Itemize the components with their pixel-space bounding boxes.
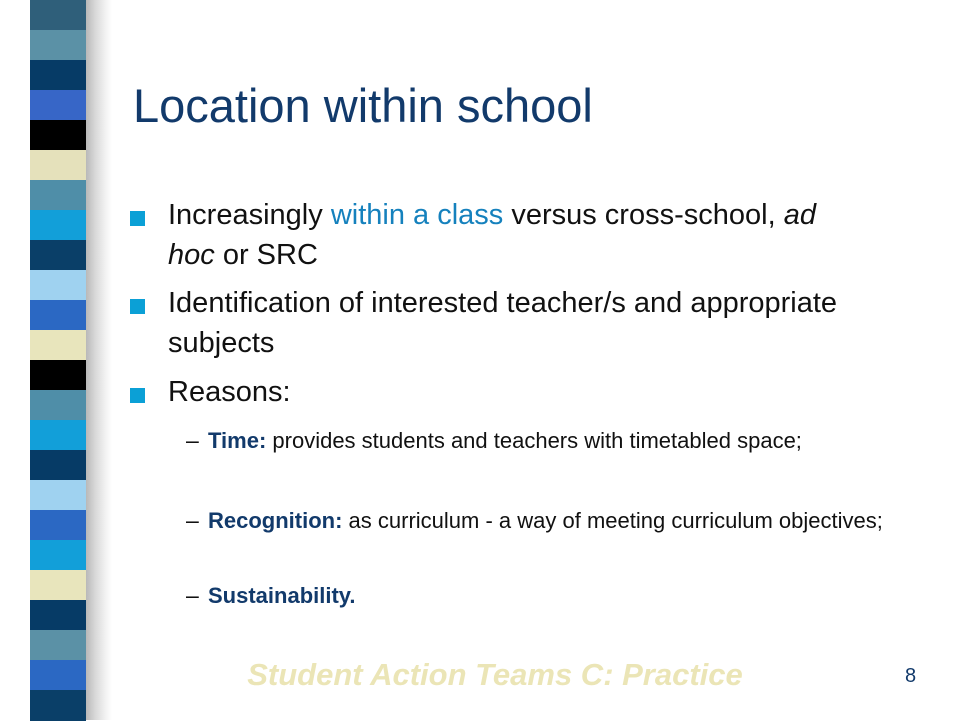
sub-bullet-item-2	[208, 506, 888, 536]
bullet-1-italic: ad hoc	[168, 199, 816, 271]
stripe-block	[30, 270, 86, 301]
bullet-1-text-end: or SRC	[214, 239, 318, 271]
stripe-block	[30, 120, 86, 151]
bullet-item-2: Identification of interested teacher/s and appropriate subjects	[168, 287, 838, 359]
sub-bullet-2-term: Recognition	[208, 508, 336, 533]
sub-bullet-item-3	[208, 581, 888, 611]
stripe-block	[30, 480, 86, 511]
stripe-block	[30, 60, 86, 91]
stripe-block	[30, 660, 86, 691]
stripe-block	[30, 30, 86, 61]
sub-bullet-1-term: Time	[208, 428, 259, 453]
stripe-block	[30, 0, 86, 31]
bullet-item-1	[168, 195, 848, 275]
stripe-block	[30, 570, 86, 601]
stripe-block	[30, 300, 86, 331]
sub-bullet-item-1	[208, 426, 888, 456]
bullet-item-3: Reasons:	[168, 376, 291, 408]
stripe-block	[30, 630, 86, 661]
decorative-stripe	[30, 0, 86, 720]
sub-bullet-2-text: as curriculum - a way of meeting curriculum objectives;	[342, 508, 883, 533]
sub-bullet-3-term: Sustainability	[208, 583, 350, 608]
stripe-shadow	[86, 0, 112, 720]
stripe-block	[30, 690, 86, 721]
stripe-block	[30, 540, 86, 571]
stripe-block	[30, 510, 86, 541]
page-number: 8	[905, 665, 917, 687]
stripe-block	[30, 180, 86, 211]
stripe-block	[30, 210, 86, 241]
sub-bullet-2-colon: :	[335, 508, 343, 533]
stripe-block	[30, 390, 86, 421]
stripe-block	[30, 360, 86, 391]
sub-bullet-3-period: .	[349, 583, 356, 608]
bullet-marker-3	[130, 388, 145, 403]
sub-bullet-1-text: provides students and teachers with timetabled space;	[266, 428, 802, 453]
slide-title: Location within school	[133, 79, 593, 132]
slide-footer: Student Action Teams C: Practice	[247, 657, 743, 692]
sub-bullet-dash-1: –	[186, 427, 199, 453]
stripe-block	[30, 450, 86, 481]
stripe-block	[30, 240, 86, 271]
bullet-marker-2	[130, 299, 145, 314]
sub-bullet-dash-3: –	[186, 582, 199, 608]
sub-bullet-1-colon: :	[258, 428, 267, 453]
stripe-block	[30, 150, 86, 181]
stripe-block	[30, 90, 86, 121]
stripe-block	[30, 600, 86, 631]
stripe-block	[30, 330, 86, 361]
bullet-1-text-start: Increasingly	[168, 199, 331, 231]
stripe-block	[30, 420, 86, 451]
sub-bullet-dash-2: –	[186, 507, 199, 533]
bullet-1-text-mid: versus cross-school,	[503, 199, 784, 231]
bullet-marker-1	[130, 211, 145, 226]
bullet-1-highlight: within a class	[330, 199, 504, 231]
